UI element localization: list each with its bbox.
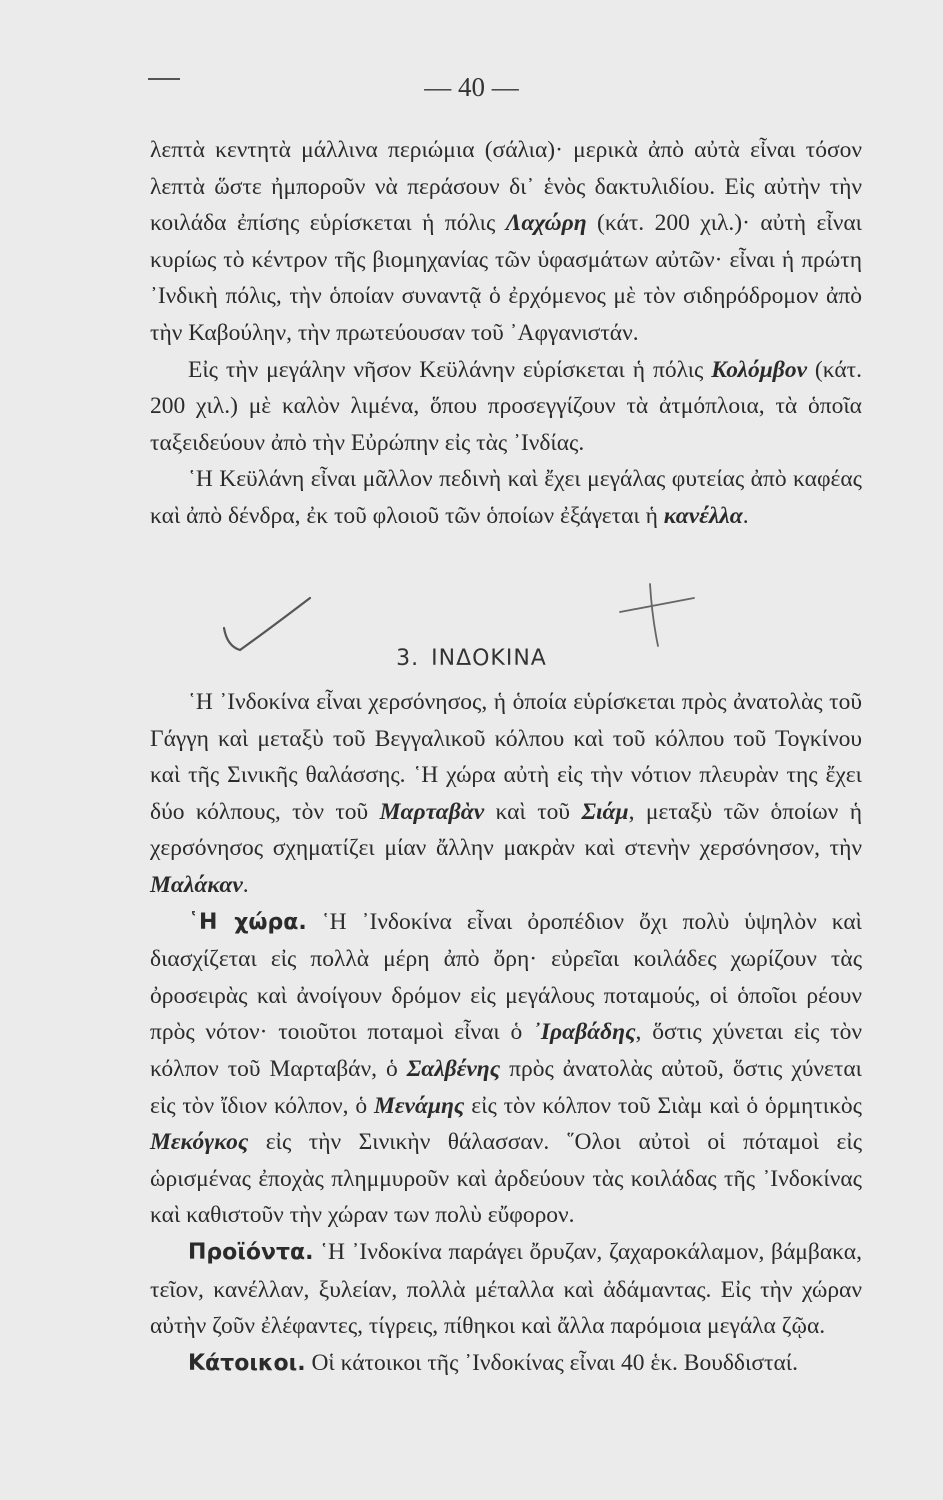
section-title: ΙΝΔΟΚΙΝΑ: [431, 646, 547, 671]
paragraph-p6: [150, 1234, 862, 1345]
paragraph-text: .: [742, 502, 749, 529]
pencil-cross-icon: [612, 572, 702, 652]
paragraph-p7: [150, 1345, 862, 1383]
paragraph-text: λεπτὰ κεντητὰ μάλλινα περιώμια (σάλια)· μερικὰ ἀπὸ αὐτὰ εἶναι τόσον λεπτὰ ὥστε ἠμποροῦν νὰ περάσουν δι᾿ ἑνὸς δακτυλιδίου. Εἰς αὐτὴν τὴν κοιλάδα ἐπίσης εὑρίσκεται ἡ πόλις: [150, 137, 862, 237]
paragraph-text: ῾Η Κεϋλάνη εἶναι μᾶλλον πεδινὴ καὶ ἔχει μεγάλας φυτείας ἀπὸ καφέας καὶ ἀπὸ δένδρα, ἐκ τοῦ φλοιοῦ τῶν ὁποίων ἐξάγεται ἡ: [150, 466, 862, 529]
paragraph-text: (κάτ. 200 χιλ.) μὲ καλὸν λιμένα, ὅπου προσεγγίζουν τὰ ἀτμόπλοια, τὰ ὁποῖα ταξειδεύουν ἀπὸ τὴν Εὐρώπην εἰς τὰς ᾿Ινδίας.: [150, 356, 863, 456]
paragraph-text: ῾Η ᾿Ινδοκίνα εἶναι χερσόνησος, ἡ ὁποία εὑρίσκεται πρὸς ἀνατολὰς τοῦ Γάγγη καὶ μεταξὺ τοῦ Βεγγαλικοῦ κόλπου καὶ τοῦ κόλπου τοῦ Τογκίνου καὶ τῆς Σινικῆς θαλάσσης. ῾Η χώρα αὐτὴ εἰς τὴν νότιον πλευρὰν της ἔχει δύο κόλπους, τὸν τοῦ: [150, 689, 862, 825]
text-block-upper: [150, 132, 862, 535]
paragraph-text: , μεταξὺ τῶν ὁποίων ἡ χερσόνησος σχηματίζει μίαν ἄλλην μακρὰν καὶ στενὴν χερσόνησον, τὴν: [150, 798, 862, 862]
emphasized-term: Μεκόγκος: [150, 1129, 249, 1156]
paragraph-text: Εἰς τὴν μεγάλην νῆσον Κεϋλάνην εὑρίσκεται ἡ πόλις: [188, 356, 712, 383]
emphasized-term: Σιάμ: [581, 798, 629, 825]
emphasized-term: κανέλλα: [663, 502, 743, 529]
paragraph-text: ῾Η ᾿Ινδοκίνα παράγει ὄρυζαν, ζαχαροκάλαμον, βάμβακα, τεῖον, κανέλλαν, ξυλείαν, πολλὰ μέταλλα καὶ ἀδάμαντας. Εἰς τὴν χώραν αὐτὴν ζοῦν ἐλέφαντες, τίγρεις, πίθηκοι καὶ ἄλλα παρόμοια μεγάλα ζῷα.: [150, 1238, 862, 1340]
page-number: — 40 —: [424, 72, 519, 102]
paragraph-text: ῾Η ᾿Ινδοκίνα εἶναι ὀροπέδιον ὄχι πολὺ ὑψηλὸν καὶ διασχίζεται εἰς πολλὰ μέρη ἀπὸ ὄρη· εὐρεῖαι κοιλάδες χωρίζουν τὰς ὀροσειρὰς καὶ ἀνοίγουν δρόμον εἰς μεγάλους ποταμούς, οἱ ὁποῖοι ρέουν πρὸς νότον· τοιοῦτοι ποταμοὶ εἶναι ὁ: [150, 908, 862, 1046]
paragraph-p4: [150, 684, 862, 904]
emphasized-term: Μαλάκαν: [150, 871, 243, 898]
emphasized-term: Σαλβένης: [406, 1055, 501, 1082]
text-block-lower: [150, 684, 862, 1382]
paragraph-heading: Κάτοικοι.: [188, 1350, 306, 1376]
section-number: 3.: [396, 646, 420, 671]
emphasized-term: Λαχώρη: [505, 210, 587, 237]
paragraph-text: .: [242, 871, 249, 898]
paragraph-p2: [150, 352, 862, 462]
paragraph-p3: [150, 461, 862, 534]
paragraph-p5: [150, 904, 862, 1234]
paragraph-heading: ῾Η χώρα.: [188, 909, 307, 935]
paragraph-text: εἰς τὴν Σινικὴν θάλασσαν. ῞Ολοι αὐτοὶ οἱ πόταμοὶ εἰς ὡρισμένας ἐποχὰς πλημμυροῦν καὶ ἀρδεύουν τὰς κοιλάδας τῆς ᾿Ινδοκίνας καὶ καθιστοῦν τὴν χώραν των πολὺ εὔφορον.: [150, 1129, 862, 1229]
emphasized-term: Μαρταβὰν: [379, 798, 485, 825]
paragraph-text: πρὸς ἀνατολὰς αὐτοῦ, ὅστις χύνεται εἰς τὸν ἴδιον κόλπον, ὁ: [150, 1055, 862, 1119]
paragraph-text: καὶ τοῦ: [484, 798, 582, 825]
emphasized-term: ᾿Ιραβάδης: [533, 1019, 636, 1046]
paragraph-text: Οἱ κάτοικοι τῆς ᾿Ινδοκίνας εἶναι 40 ἑκ. Βουδδισταί.: [305, 1349, 798, 1376]
paragraph-p1: [150, 132, 862, 352]
paragraph-heading: Προϊόντα.: [188, 1239, 314, 1265]
emphasized-term: Κολόμβον: [711, 356, 807, 383]
paragraph-text: εἰς τὸν κόλπον τοῦ Σιὰμ καὶ ὁ ὁρμητικὸς: [464, 1092, 862, 1119]
section-heading: [0, 646, 943, 671]
paragraph-text: (κάτ. 200 χιλ.)· αὐτὴ εἶναι κυρίως τὸ κέντρον τῆς βιομηχανίας τῶν ὑφασμάτων αὐτῶν· εἶναι ἡ πρώτη ᾿Ινδικὴ πόλις, τὴν ὁποίαν συναντᾷ ὁ ἐρχόμενος μὲ τὸν σιδηρόδρομον ἀπὸ τὴν Καβούλην, τὴν πρωτεύουσαν τοῦ ᾿Αφγανιστάν.: [150, 210, 862, 346]
paragraph-text: , ὅστις χύνεται εἰς τὸν κόλπον τοῦ Μαρταβάν, ὁ: [150, 1019, 862, 1082]
emphasized-term: Μενάμης: [373, 1092, 465, 1119]
